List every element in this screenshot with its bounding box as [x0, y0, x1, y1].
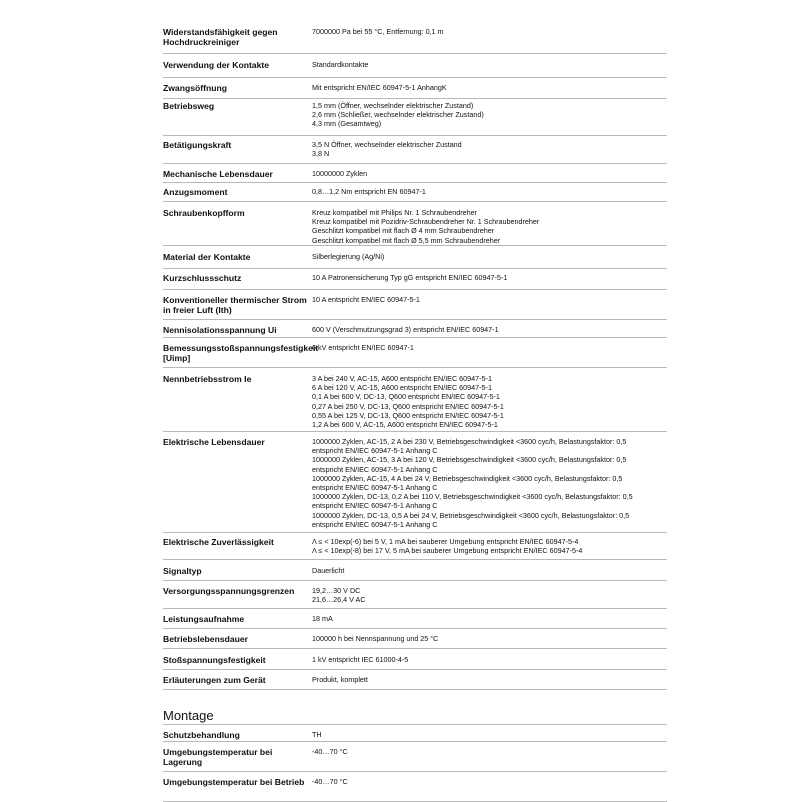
row-divider [163, 771, 667, 772]
spec-value-line: 1,5 mm (Öffner, wechselnder elektrischer Zustand) [312, 101, 474, 110]
spec-value [312, 777, 667, 786]
spec-value [312, 343, 667, 352]
spec-value-line: entspricht EN/IEC 60947-5-1 Anhang C [312, 446, 438, 456]
spec-value-line: Kreuz kompatibel mit Pozidriv-Schraubendreher Nr. 1 Schraubendreher [312, 217, 540, 227]
spec-label: Umgebungstemperatur bei Lagerung [163, 747, 273, 767]
spec-value-line: Geschlitzt kompatibel mit flach Ø 4 mm Schraubendreher [312, 226, 495, 236]
row-divider [163, 669, 667, 670]
row-divider [163, 628, 667, 629]
spec-label: Umgebungstemperatur bei Betrieb [163, 777, 305, 787]
spec-label: Schraubenkopfform [163, 208, 245, 218]
spec-value-line: 10 A Patronensicherung Typ gG entspricht EN/IEC 60947-5-1 [312, 273, 508, 282]
spec-label: Kurzschlussschutz [163, 273, 242, 283]
spec-value-line: Λ ≤ < 10exp(-6) bei 5 V, 1 mA bei sauberer Umgebung entspricht EN/IEC 60947-5-4 [312, 537, 579, 546]
spec-value-line: 0,27 A bei 250 V, DC-13, Q600 entspricht EN/IEC 60947-5-1 [312, 401, 504, 411]
row-divider [163, 77, 667, 78]
spec-value-line: 1000000 Zyklen, DC-13, 0,2 A bei 110 V, Betriebsgeschwindigkeit <3600 cyc/h, Belastungsfaktor: 0,5 [312, 492, 633, 502]
spec-value-line: 1 kV entspricht IEC 61000-4-5 [312, 655, 409, 664]
row-divider [163, 163, 667, 164]
spec-label: Signaltyp [163, 566, 202, 576]
spec-label: Betätigungskraft [163, 140, 232, 150]
spec-value-line: 6 A bei 120 V, AC-15, A600 entspricht EN/IEC 60947-5-1 [312, 383, 492, 393]
spec-label: Mechanische Lebensdauer [163, 169, 273, 179]
spec-value-line: entspricht EN/IEC 60947-5-1 Anhang C [312, 464, 438, 474]
spec-value-line: 21,6…26,4 V AC [312, 595, 366, 605]
spec-value-line: entspricht EN/IEC 60947-5-1 Anhang C [312, 501, 438, 511]
spec-value-line: Geschlitzt kompatibel mit flach Ø 5,5 mm Schraubendreher [312, 235, 501, 245]
spec-value-line: 18 mA [312, 614, 333, 623]
spec-value-line: 0,55 A bei 125 V, DC-13, Q600 entspricht EN/IEC 60947-5-1 [312, 410, 504, 420]
spec-value [312, 325, 667, 334]
spec-value-line: entspricht EN/IEC 60947-5-1 Anhang C [312, 519, 438, 529]
spec-value-line: entspricht EN/IEC 60947-5-1 Anhang C [312, 483, 438, 493]
spec-value-line: 10 A entspricht EN/IEC 60947-5-1 [312, 295, 420, 304]
spec-label: Konventioneller thermischer Strom in freier Luft (Ith) [163, 295, 307, 315]
spec-value [312, 655, 667, 664]
spec-value-line: 6 kV entspricht EN/IEC 60947-1 [312, 343, 414, 352]
row-divider [163, 268, 667, 269]
spec-value [312, 101, 667, 129]
spec-value-line: 3 A bei 240 V, AC-15, A600 entspricht EN/IEC 60947-5-1 [312, 374, 492, 383]
spec-value [312, 747, 667, 756]
row-divider [163, 245, 667, 246]
row-divider [163, 689, 667, 690]
row-divider [163, 182, 667, 183]
spec-value-line: 100000 h bei Nennspannung und 25 °C [312, 634, 439, 643]
spec-value [312, 614, 667, 623]
spec-label: Betriebsweg [163, 101, 215, 111]
spec-label: Nennisolationsspannung Ui [163, 325, 277, 335]
spec-value-line: 0,8…1,2 Nm entspricht EN 60947-1 [312, 187, 426, 196]
spec-value [312, 60, 667, 69]
spec-value [312, 675, 667, 684]
spec-label: Widerstandsfähigkeit gegen Hochdruckreiniger [163, 27, 278, 47]
row-divider [163, 648, 667, 649]
spec-label: Bemessungsstoßspannungsfestigkeit [Uimp] [163, 343, 319, 363]
spec-label: Elektrische Zuverlässigkeit [163, 537, 274, 547]
spec-value-line: 1000000 Zyklen, AC-15, 2 A bei 230 V, Betriebsgeschwindigkeit <3600 cyc/h, Belastungsfaktor: 0,5 [312, 437, 627, 446]
spec-value [312, 295, 667, 304]
spec-value-line: Λ ≤ < 10exp(-8) bei 17 V, 5 mA bei sauberer Umgebung entspricht EN/IEC 60947-5-4 [312, 546, 583, 556]
spec-label: Material der Kontakte [163, 252, 251, 262]
spec-value-line: 1000000 Zyklen, DC-13, 0,5 A bei 24 V, Betriebsgeschwindigkeit <3600 cyc/h, Belastungsfaktor: 0,5 [312, 510, 630, 520]
spec-label: Verwendung der Kontakte [163, 60, 270, 70]
spec-label: Nennbetriebsstrom Ie [163, 374, 252, 384]
spec-value [312, 586, 667, 604]
spec-label: Elektrische Lebensdauer [163, 437, 265, 447]
spec-value [312, 273, 667, 282]
spec-label: Leistungsaufnahme [163, 614, 245, 624]
spec-label: Stoßspannungsfestigkeit [163, 655, 266, 665]
spec-value-line: Kreuz kompatibel mit Philips Nr. 1 Schraubendreher [312, 208, 477, 217]
row-divider [163, 532, 667, 533]
spec-value-line: 1000000 Zyklen, AC-15, 4 A bei 24 V, Betriebsgeschwindigkeit <3600 cyc/h, Belastungsfaktor: 0,5 [312, 473, 623, 483]
spec-value-line: 1,2 A bei 600 V, AC-15, A600 entspricht EN/IEC 60947-5-1 [312, 420, 498, 430]
section-divider [163, 724, 667, 725]
row-divider [163, 580, 667, 581]
spec-value [312, 730, 667, 739]
spec-value-line: 3,8 N [312, 149, 330, 159]
spec-label: Anzugsmoment [163, 187, 228, 197]
spec-value-line: -40…70 °C [312, 747, 348, 756]
spec-value [312, 374, 667, 429]
spec-value-line: Produkt, komplett [312, 675, 368, 684]
spec-value [312, 252, 667, 261]
row-divider [163, 431, 667, 432]
spec-label: Betriebslebensdauer [163, 634, 249, 644]
spec-value-line: 10000000 Zyklen [312, 169, 368, 178]
row-divider [163, 608, 667, 609]
row-divider [163, 135, 667, 136]
spec-value [312, 537, 667, 555]
spec-value-line: TH [312, 730, 322, 739]
row-divider [163, 337, 667, 338]
section-title-montage: Montage [163, 708, 214, 723]
spec-value [312, 437, 667, 529]
spec-value [312, 187, 667, 196]
spec-value-line: 1000000 Zyklen, AC-15, 3 A bei 120 V, Betriebsgeschwindigkeit <3600 cyc/h, Belastungsfaktor: 0,5 [312, 455, 627, 465]
row-divider [163, 367, 667, 368]
spec-value-line: Mit entspricht EN/IEC 60947-5-1 AnhangK [312, 83, 447, 92]
spec-value [312, 27, 667, 36]
spec-value-line: 7000000 Pa bei 55 °C, Entfernung: 0,1 m [312, 27, 444, 36]
row-divider [163, 289, 667, 290]
row-divider [163, 559, 667, 560]
row-divider [163, 98, 667, 99]
spec-value-line: Dauerlicht [312, 566, 345, 575]
row-divider [163, 53, 667, 54]
spec-value [312, 634, 667, 643]
spec-value [312, 169, 667, 178]
spec-label: Zwangsöffnung [163, 83, 227, 93]
spec-value-line: -40…70 °C [312, 777, 348, 786]
spec-label: Erläuterungen zum Gerät [163, 675, 266, 685]
spec-label: Versorgungsspannungsgrenzen [163, 586, 295, 596]
spec-value-line: Standardkontakte [312, 60, 369, 69]
spec-value [312, 83, 667, 92]
spec-value-line: 2,6 mm (Schließer, wechselnder elektrischer Zustand) [312, 110, 484, 120]
spec-value [312, 208, 667, 245]
row-divider [163, 741, 667, 742]
spec-value [312, 566, 667, 575]
spec-value-line: 3,5 N Öffner, wechselnder elektrischer Zustand [312, 140, 462, 149]
spec-value [312, 140, 667, 158]
spec-value-line: 19,2…30 V DC [312, 586, 361, 595]
row-divider [163, 319, 667, 320]
spec-label: Schutzbehandlung [163, 730, 240, 740]
spec-value-line: 4,3 mm (Gesamtweg) [312, 119, 382, 129]
spec-value-line: Silberlegierung (Ag/Ni) [312, 252, 385, 261]
row-divider [163, 201, 667, 202]
spec-value-line: 600 V (Verschmutzungsgrad 3) entspricht EN/IEC 60947-1 [312, 325, 499, 334]
spec-value-line: 0,1 A bei 600 V, DC-13, Q600 entspricht EN/IEC 60947-5-1 [312, 392, 500, 402]
